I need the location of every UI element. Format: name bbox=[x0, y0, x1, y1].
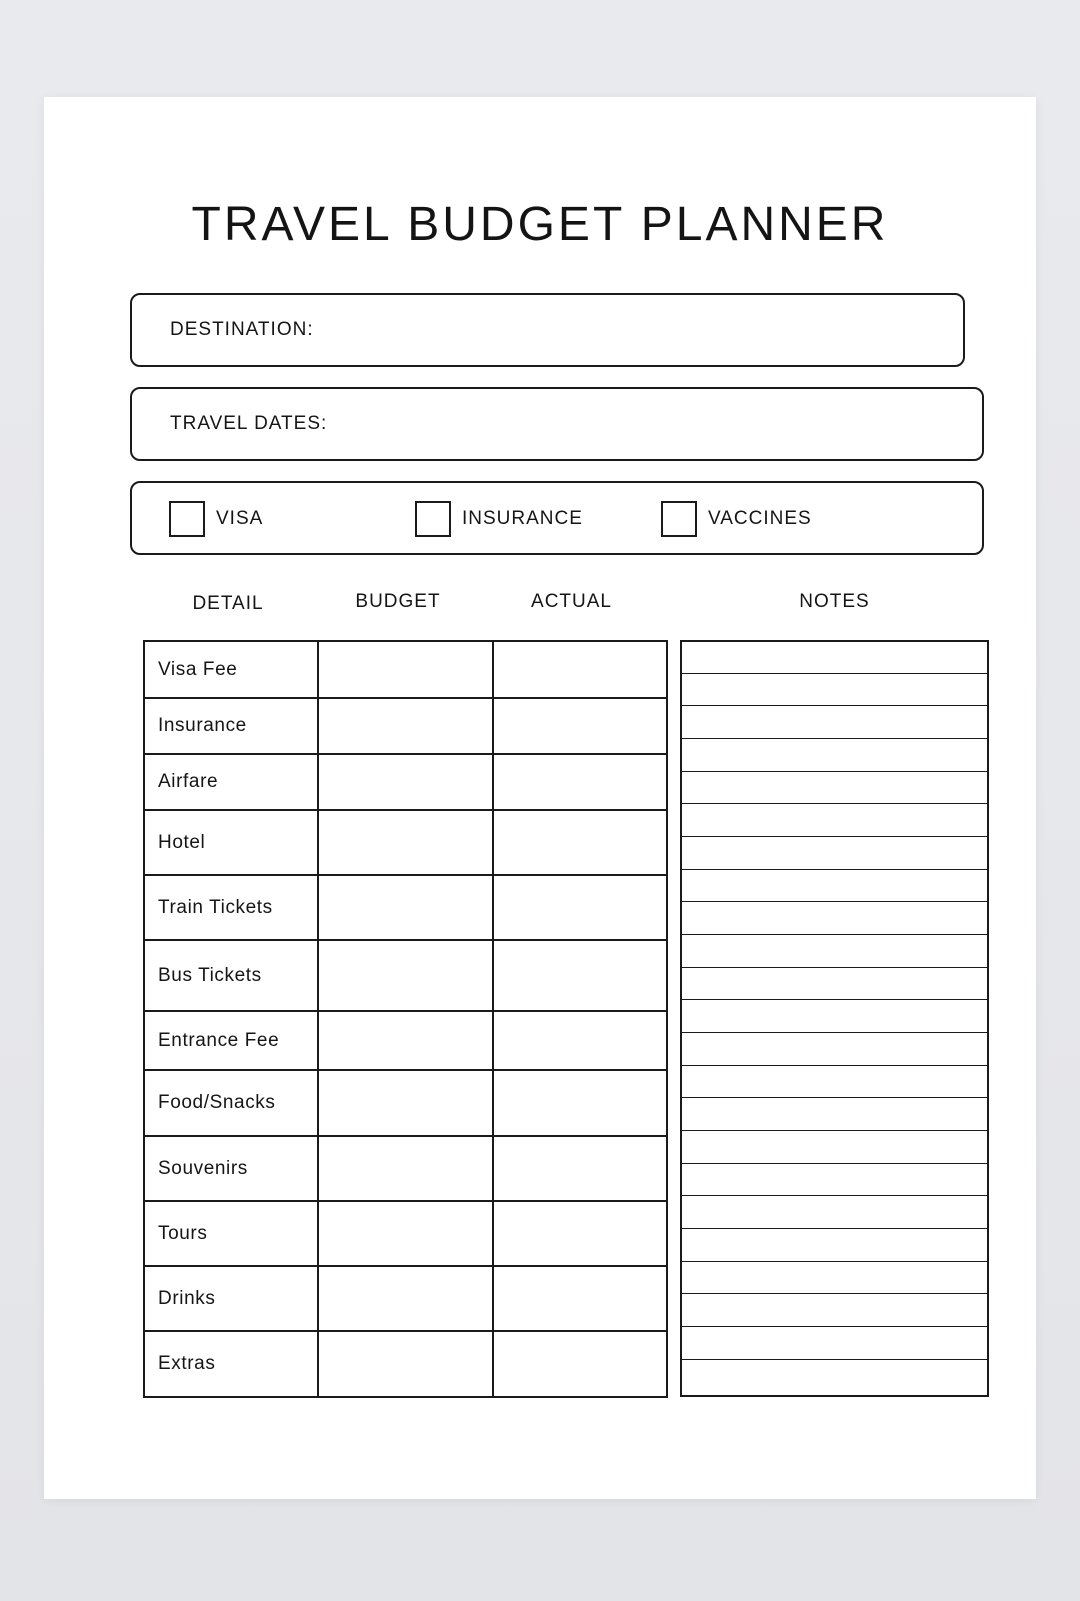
planner-page bbox=[44, 97, 1036, 1499]
actual-cell[interactable] bbox=[493, 940, 667, 1011]
visa-check[interactable] bbox=[169, 501, 263, 537]
table-row bbox=[144, 1201, 667, 1266]
table-row bbox=[144, 940, 667, 1011]
budget-cell[interactable] bbox=[318, 1136, 492, 1201]
budget-cell[interactable] bbox=[318, 810, 492, 875]
budget-cell[interactable] bbox=[318, 641, 492, 698]
travel-dates-field[interactable] bbox=[130, 387, 984, 461]
actual-header: ACTUAL bbox=[531, 591, 612, 612]
notes-line bbox=[682, 705, 987, 706]
notes-line bbox=[682, 934, 987, 935]
actual-cell[interactable] bbox=[493, 1266, 667, 1331]
travel-dates-label: TRAVEL DATES: bbox=[170, 413, 328, 434]
visa-check-label: VISA bbox=[216, 508, 264, 529]
table-row bbox=[144, 641, 667, 698]
table-row bbox=[144, 698, 667, 754]
notes-line bbox=[682, 1097, 987, 1098]
notes-line bbox=[682, 1326, 987, 1327]
actual-cell[interactable] bbox=[493, 1070, 667, 1136]
notes-line bbox=[682, 836, 987, 837]
budget-cell[interactable] bbox=[318, 1201, 492, 1266]
notes-line bbox=[682, 1065, 987, 1066]
detail-cell: Bus Tickets bbox=[144, 940, 318, 1011]
table-row bbox=[144, 1331, 667, 1397]
notes-line bbox=[682, 738, 987, 739]
table-row bbox=[144, 1136, 667, 1201]
table-row bbox=[144, 1266, 667, 1331]
notes-line bbox=[682, 999, 987, 1000]
budget-cell[interactable] bbox=[318, 1331, 492, 1397]
checklist-box bbox=[130, 481, 984, 555]
vaccines-check-label: VACCINES bbox=[708, 508, 812, 529]
notes-line bbox=[682, 1228, 987, 1229]
detail-cell: Insurance bbox=[144, 698, 318, 754]
budget-cell[interactable] bbox=[318, 940, 492, 1011]
actual-cell[interactable] bbox=[493, 698, 667, 754]
actual-cell[interactable] bbox=[493, 754, 667, 810]
notes-line bbox=[682, 803, 987, 804]
insurance-check-label: INSURANCE bbox=[462, 508, 583, 529]
detail-cell: Entrance Fee bbox=[144, 1011, 318, 1070]
detail-cell: Extras bbox=[144, 1331, 318, 1397]
notes-area[interactable] bbox=[680, 640, 989, 1397]
detail-cell: Visa Fee bbox=[144, 641, 318, 698]
budget-table bbox=[143, 640, 668, 1398]
detail-cell: Souvenirs bbox=[144, 1136, 318, 1201]
destination-label: DESTINATION: bbox=[170, 319, 314, 340]
notes-line bbox=[682, 673, 987, 674]
actual-cell[interactable] bbox=[493, 1136, 667, 1201]
table-row bbox=[144, 875, 667, 940]
detail-cell: Train Tickets bbox=[144, 875, 318, 940]
notes-header: NOTES bbox=[799, 591, 870, 612]
notes-line bbox=[682, 1032, 987, 1033]
actual-cell[interactable] bbox=[493, 810, 667, 875]
detail-cell: Airfare bbox=[144, 754, 318, 810]
detail-cell: Hotel bbox=[144, 810, 318, 875]
budget-cell[interactable] bbox=[318, 875, 492, 940]
detail-header: DETAIL bbox=[192, 593, 264, 614]
notes-line bbox=[682, 1359, 987, 1360]
actual-cell[interactable] bbox=[493, 875, 667, 940]
visa-checkbox[interactable] bbox=[169, 501, 205, 537]
notes-line bbox=[682, 869, 987, 870]
notes-line bbox=[682, 1130, 987, 1131]
notes-line bbox=[682, 1261, 987, 1262]
detail-cell: Drinks bbox=[144, 1266, 318, 1331]
vaccines-checkbox[interactable] bbox=[661, 501, 697, 537]
table-row bbox=[144, 1070, 667, 1136]
insurance-check[interactable] bbox=[415, 501, 583, 537]
notes-line bbox=[682, 1163, 987, 1164]
notes-line bbox=[682, 771, 987, 772]
table-row bbox=[144, 1011, 667, 1070]
budget-cell[interactable] bbox=[318, 1266, 492, 1331]
detail-cell: Food/Snacks bbox=[144, 1070, 318, 1136]
budget-cell[interactable] bbox=[318, 754, 492, 810]
actual-cell[interactable] bbox=[493, 641, 667, 698]
detail-cell: Tours bbox=[144, 1201, 318, 1266]
budget-cell[interactable] bbox=[318, 698, 492, 754]
budget-header: BUDGET bbox=[355, 591, 441, 612]
notes-line bbox=[682, 901, 987, 902]
table-row bbox=[144, 810, 667, 875]
notes-line bbox=[682, 967, 987, 968]
table-row bbox=[144, 754, 667, 810]
insurance-checkbox[interactable] bbox=[415, 501, 451, 537]
actual-cell[interactable] bbox=[493, 1011, 667, 1070]
actual-cell[interactable] bbox=[493, 1201, 667, 1266]
notes-line bbox=[682, 1195, 987, 1196]
vaccines-check[interactable] bbox=[661, 501, 812, 537]
budget-cell[interactable] bbox=[318, 1070, 492, 1136]
notes-line bbox=[682, 1293, 987, 1294]
actual-cell[interactable] bbox=[493, 1331, 667, 1397]
destination-field[interactable] bbox=[130, 293, 965, 367]
page-title: TRAVEL BUDGET PLANNER bbox=[191, 198, 889, 251]
budget-cell[interactable] bbox=[318, 1011, 492, 1070]
